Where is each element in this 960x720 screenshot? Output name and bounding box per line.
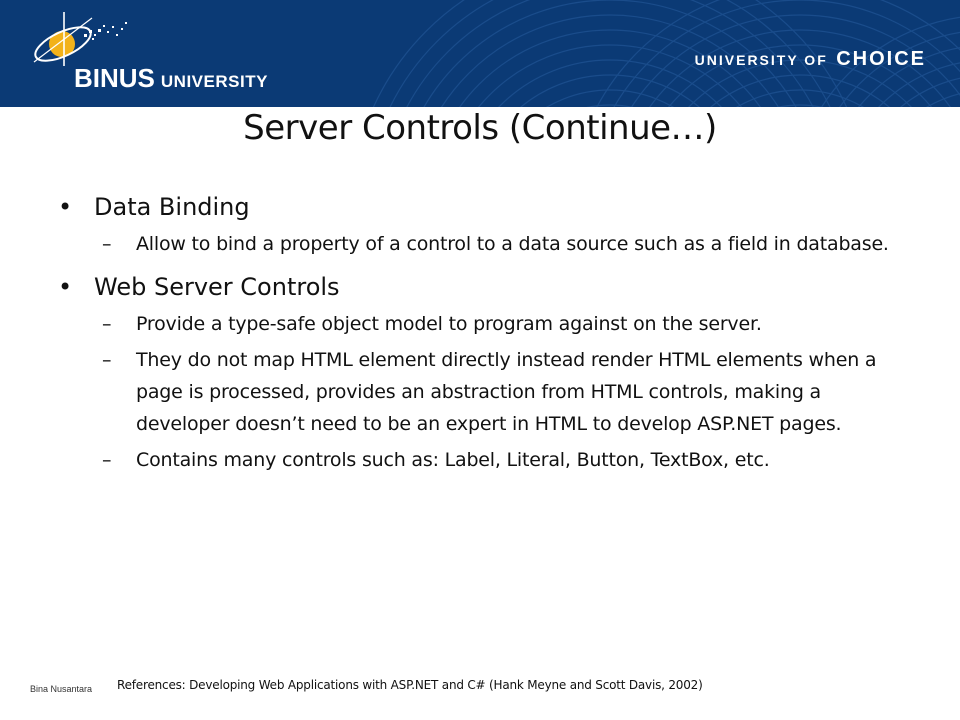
sub-text: Allow to bind a property of a control to a data source such as a field in database.: [136, 233, 889, 255]
tagline-prefix: UNIVERSITY OF: [694, 52, 828, 68]
bullet-item: [58, 270, 908, 304]
sub-dash: –: [102, 349, 112, 371]
logo-unit: UNIVERSITY: [160, 72, 268, 91]
tagline: [695, 48, 926, 71]
sub-dash: –: [102, 449, 112, 471]
bullet-text: Web Server Controls: [94, 273, 340, 301]
sub-item: [58, 344, 908, 440]
bullet-item: [58, 190, 908, 224]
sub-item: [58, 308, 908, 340]
logo-emblem-icon: [26, 10, 136, 70]
sub-dash: –: [102, 233, 112, 255]
sub-item: [58, 228, 908, 260]
logo-brand: BINUS: [74, 63, 155, 93]
footer-reference: References: Developing Web Applications with ASP.NET and C# (Hank Meyne and Scott Davis, 2002): [117, 678, 703, 692]
binus-logo: [26, 10, 306, 95]
bullet-dot: •: [58, 273, 73, 301]
slide-title: Server Controls (Continue…): [243, 108, 717, 148]
header-banner: [0, 0, 960, 107]
slide-body: [58, 190, 908, 476]
sub-text: Provide a type-safe object model to program against on the server.: [136, 313, 762, 335]
bullet-text: Data Binding: [94, 193, 250, 221]
tagline-emphasis: CHOICE: [836, 48, 926, 70]
bullet-dot: •: [58, 193, 73, 221]
sub-dash: –: [102, 313, 112, 335]
sub-item: [58, 444, 908, 476]
footer-author: Bina Nusantara: [30, 684, 93, 694]
sub-text: They do not map HTML element directly instead render HTML elements when a page is processed, provides an abstraction from HTML controls, making a developer doesn’t need to be an expert in HTML to develop ASP.NET pages.: [136, 349, 877, 435]
sub-text: Contains many controls such as: Label, Literal, Button, TextBox, etc.: [136, 449, 770, 471]
